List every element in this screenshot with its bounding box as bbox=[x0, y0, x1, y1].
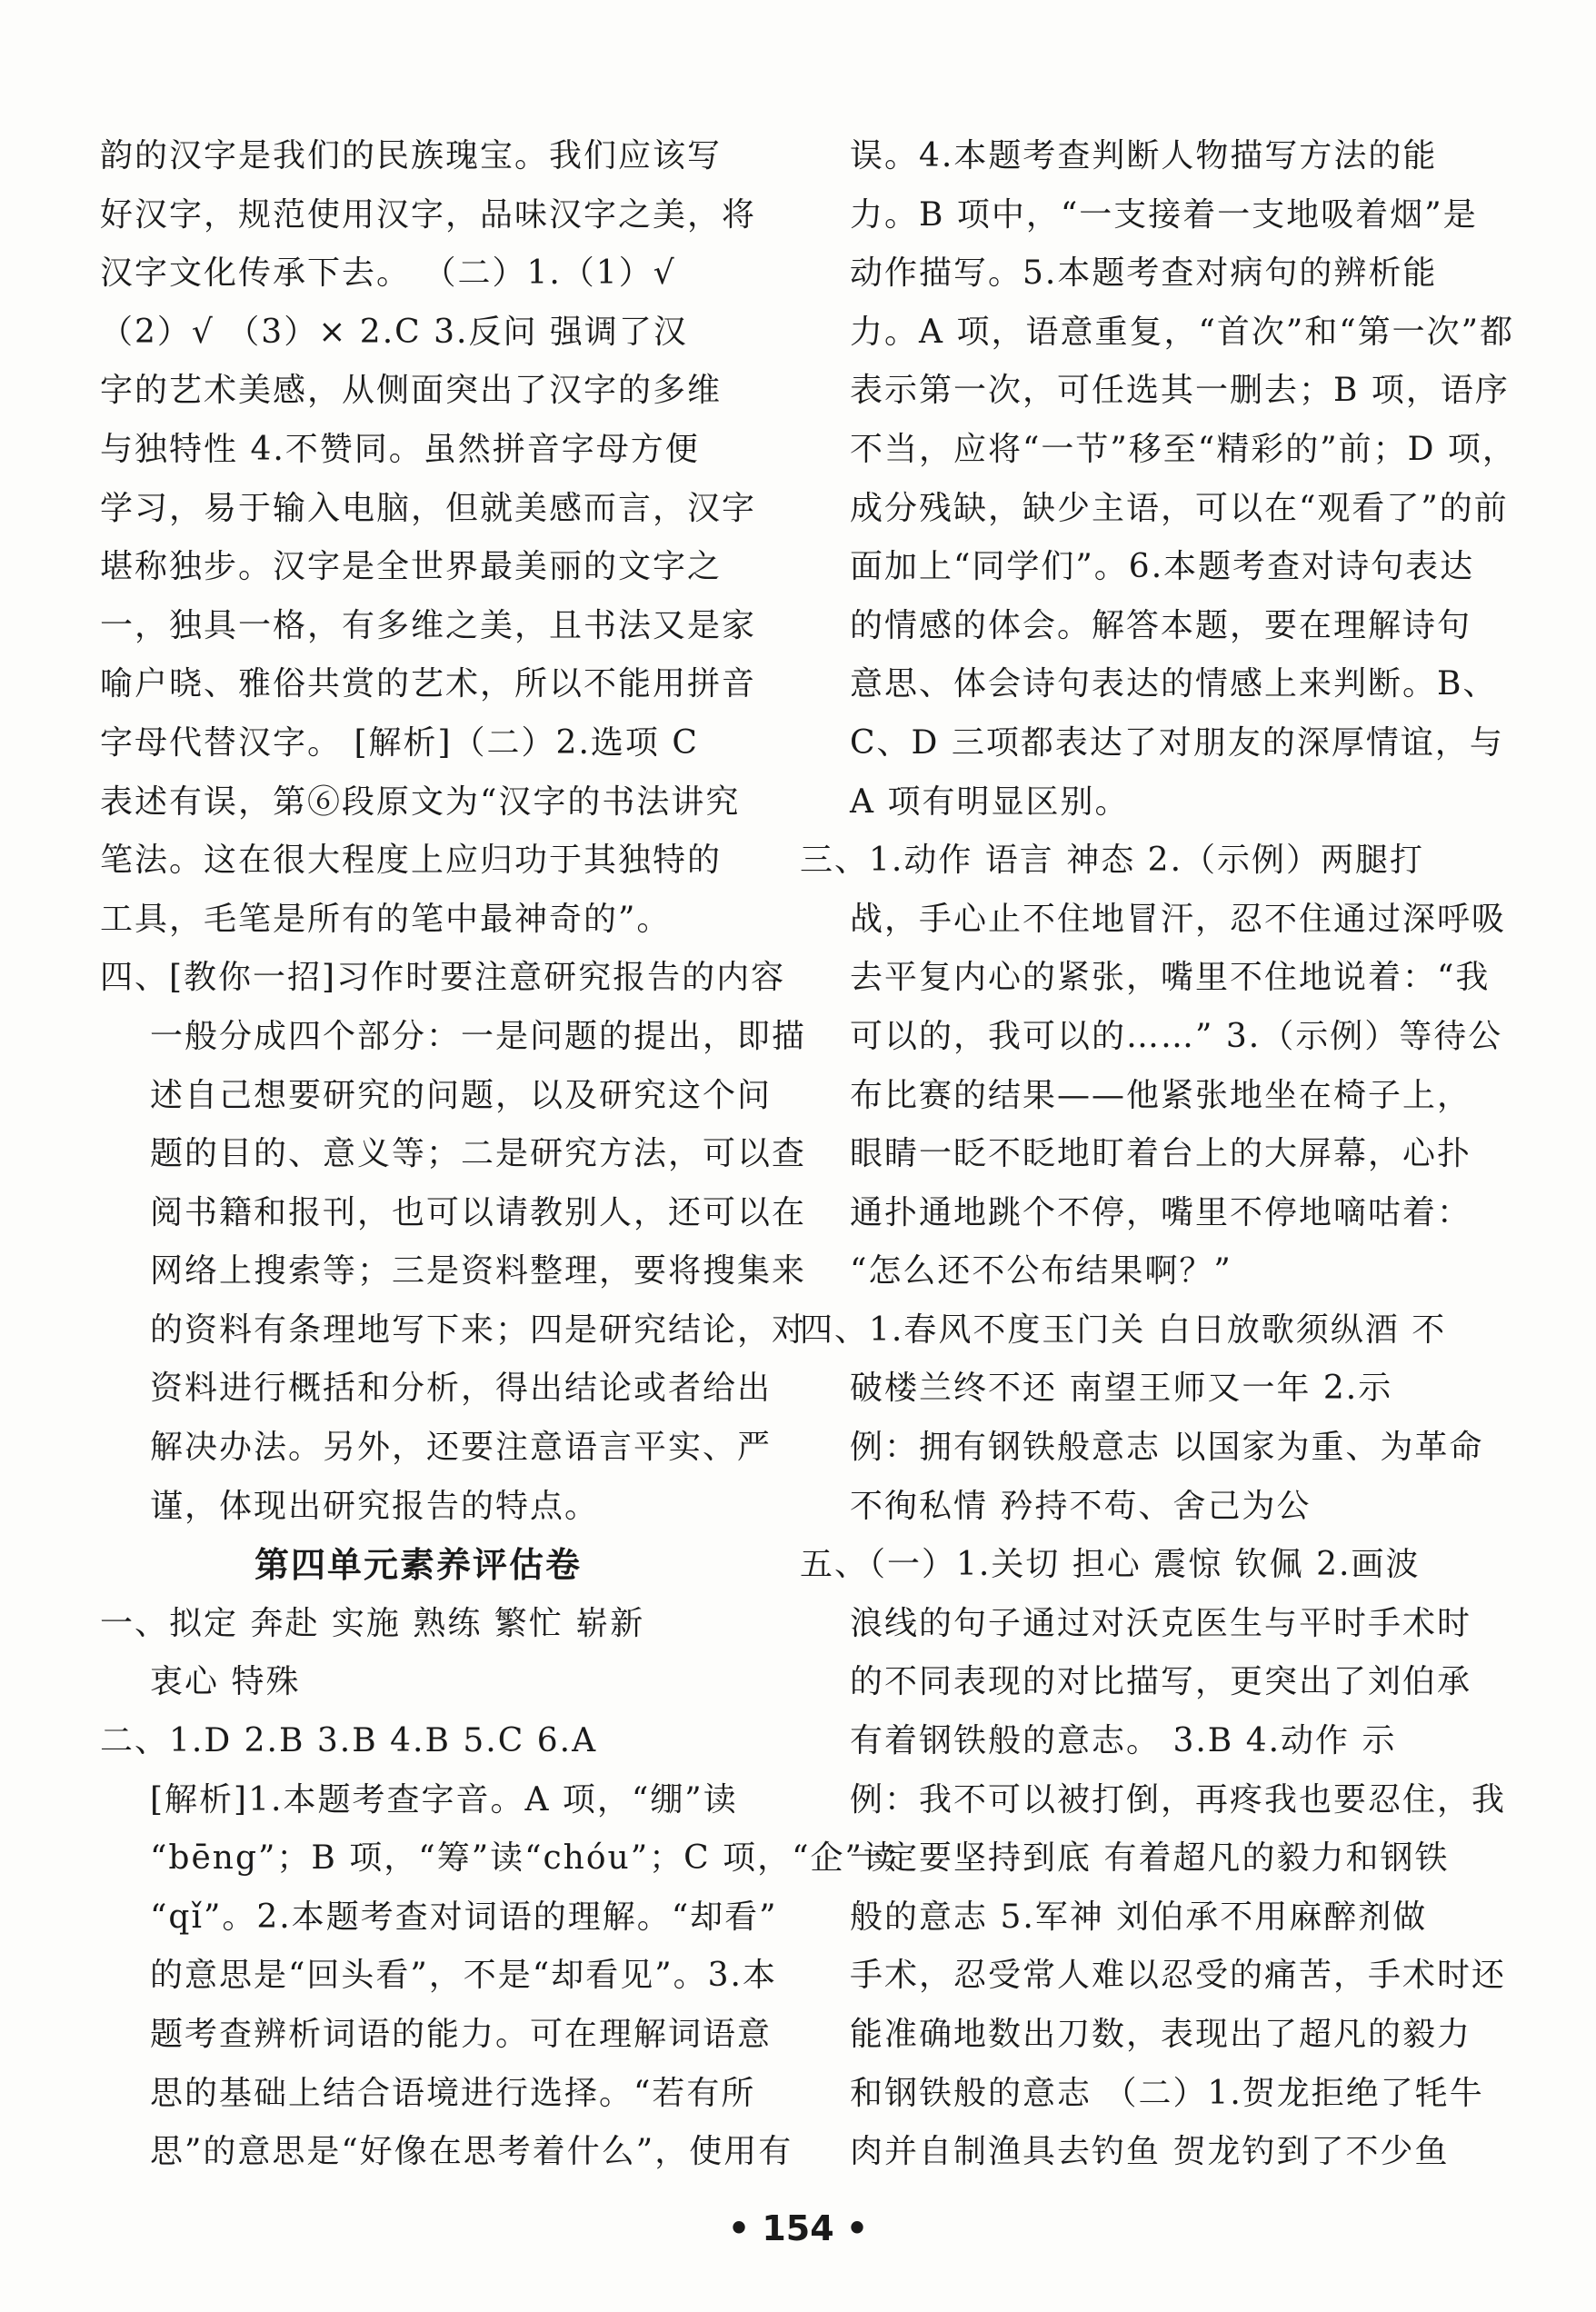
text-line: 表述有误，第⑥段原文为“汉字的书法讲究 bbox=[100, 782, 741, 821]
page-number: • 154 • bbox=[727, 2208, 869, 2248]
text-line: 字母代替汉字。 [解析]（二）2.选项 C bbox=[100, 723, 699, 762]
text-line: 四、[教你一招]习作时要注意研究报告的内容 bbox=[100, 959, 786, 997]
text-line: 动作描写。5.本题考查对病句的辨析能 bbox=[850, 254, 1438, 293]
text-line: C、D 三项都表达了对朋友的深厚情谊，与 bbox=[850, 723, 1504, 762]
text-line: 三、1.动作 语言 神态 2.（示例）两腿打 bbox=[800, 842, 1425, 880]
left-column bbox=[100, 127, 898, 2182]
text-line: 一般分成四个部分：一是问题的提出，即描 bbox=[150, 1017, 807, 1055]
text-line: 好汉字，规范使用汉字，品味汉字之美，将 bbox=[100, 195, 757, 234]
text-line: 能准确地数出刀数，表现出了超凡的毅力 bbox=[850, 2016, 1472, 2053]
text-line: 思的基础上结合语境进行选择。“若有所 bbox=[150, 2074, 756, 2112]
text-line: 二、1.D 2.B 3.B 4.B 5.C 6.A bbox=[100, 1722, 598, 1760]
text-line: 破楼兰终不还 南望王师又一年 2.示 bbox=[850, 1370, 1393, 1408]
text-line: 喻户晓、雅俗共赏的艺术，所以不能用拼音 bbox=[100, 665, 757, 703]
text-line: 不当，应将“一节”移至“精彩的”前；D 项， bbox=[850, 430, 1517, 468]
text-line: 韵的汉字是我们的民族瑰宝。我们应该写 bbox=[100, 137, 723, 174]
text-line: 一、拟定 奔赴 实施 熟练 繁忙 崭新 bbox=[100, 1604, 645, 1642]
text-line: 解决办法。另外，还要注意语言平实、严 bbox=[150, 1429, 773, 1467]
text-line: 力。A 项，语意重复，“首次”和“第一次”都 bbox=[850, 313, 1515, 351]
text-line: “怎么还不公布结果啊？” bbox=[850, 1252, 1232, 1291]
text-line: “qǐ”。2.本题考查对词语的理解。“却看” bbox=[150, 1898, 778, 1936]
text-line: （2）√ （3）× 2.C 3.反问 强调了汉 bbox=[100, 313, 688, 351]
text-line: 通扑通地跳个不停，嘴里不停地嘀咕着： bbox=[850, 1193, 1472, 1231]
text-line: 的资料有条理地写下来；四是研究结论，对 bbox=[150, 1310, 807, 1349]
text-line: 工具，毛笔是所有的笔中最神奇的”。 bbox=[100, 900, 672, 938]
text-line: 一，独具一格，有多维之美，且书法又是家 bbox=[100, 606, 757, 644]
text-line: 谨，体现出研究报告的特点。 bbox=[150, 1487, 600, 1525]
text-line: 的不同表现的对比描写，更突出了刘伯承 bbox=[850, 1663, 1472, 1701]
text-line: 堪称独步。汉字是全世界最美丽的文字之 bbox=[100, 548, 723, 586]
text-line: A 项有明显区别。 bbox=[850, 782, 1130, 821]
text-line: 的情感的体会。解答本题，要在理解诗句 bbox=[850, 606, 1472, 644]
text-line: 例：我不可以被打倒，再疼我也要忍住，我 bbox=[850, 1780, 1507, 1819]
text-line: 浪线的句子通过对沃克医生与平时手术时 bbox=[850, 1604, 1472, 1642]
text-line: 衷心 特殊 bbox=[150, 1663, 301, 1701]
section-heading: 第四单元素养评估卷 bbox=[254, 1545, 582, 1586]
text-line: 思”的意思是“好像在思考着什么”，使用有 bbox=[150, 2133, 793, 2171]
text-line: 意思、体会诗句表达的情感上来判断。B、 bbox=[850, 665, 1498, 703]
text-line: 四、1.春风不度玉门关 白日放歌须纵酒 不 bbox=[800, 1310, 1447, 1349]
text-line: 眼睛一眨不眨地盯着台上的大屏幕，心扑 bbox=[850, 1135, 1472, 1173]
text-line: 可以的，我可以的……” 3.（示例）等待公 bbox=[850, 1017, 1503, 1055]
text-line: 表示第一次，可任选其一删去；B 项，语序 bbox=[850, 372, 1510, 410]
text-line: 资料进行概括和分析，得出结论或者给出 bbox=[150, 1370, 773, 1408]
text-line: 笔法。这在很大程度上应归功于其独特的 bbox=[100, 842, 723, 880]
text-line: 五、（一）1.关切 担心 震惊 钦佩 2.画波 bbox=[800, 1546, 1421, 1584]
text-line: 题的目的、意义等；二是研究方法，可以查 bbox=[150, 1135, 807, 1173]
text-line: 去平复内心的紧张，嘴里不住地说着：“我 bbox=[850, 959, 1491, 997]
text-line: 与独特性 4.不赞同。虽然拼音字母方便 bbox=[100, 430, 700, 468]
text-line: 例：拥有钢铁般意志 以国家为重、为革命 bbox=[850, 1429, 1484, 1467]
text-line: 有着钢铁般的意志。 3.B 4.动作 示 bbox=[850, 1722, 1397, 1760]
text-line: 一定要坚持到底 有着超凡的毅力和钢铁 bbox=[850, 1839, 1450, 1878]
text-line: 成分残缺，缺少主语，可以在“观看了”的前 bbox=[850, 489, 1509, 527]
text-line: 般的意志 5.军神 刘伯承不用麻醉剂做 bbox=[850, 1898, 1428, 1936]
text-line: 阅书籍和报刊，也可以请教别人，还可以在 bbox=[150, 1193, 807, 1231]
text-line: 不徇私情 矜持不苟、舍己为公 bbox=[850, 1487, 1312, 1525]
text-line: 力。B 项中，“一支接着一支地吸着烟”是 bbox=[850, 195, 1478, 234]
text-line: “bēng”；B 项，“筹”读“chóu”；C 项，“企”读 bbox=[150, 1839, 898, 1878]
text-line: 战，手心止不住地冒汗，忍不住通过深呼吸 bbox=[850, 900, 1507, 938]
text-line: 和钢铁般的意志 （二）1.贺龙拒绝了牦牛 bbox=[850, 2074, 1484, 2112]
text-line: 学习，易于输入电脑，但就美感而言，汉字 bbox=[100, 489, 757, 527]
text-line: 汉字文化传承下去。 （二）1.（1）√ bbox=[100, 254, 676, 293]
text-line: 误。4.本题考查判断人物描写方法的能 bbox=[850, 137, 1438, 174]
text-line: 字的艺术美感，从侧面突出了汉字的多维 bbox=[100, 372, 723, 410]
text-line: 面加上“同学们”。6.本题考查对诗句表达 bbox=[850, 548, 1475, 586]
text-line: 的意思是“回头看”，不是“却看见”。3.本 bbox=[150, 1957, 777, 1995]
right-column bbox=[800, 127, 1517, 2182]
text-line: [解析]1.本题考查字音。A 项，“绷”读 bbox=[150, 1780, 738, 1819]
text-line: 布比赛的结果——他紧张地坐在椅子上， bbox=[850, 1076, 1472, 1114]
text-line: 述自己想要研究的问题，以及研究这个问 bbox=[150, 1076, 773, 1114]
text-line: 网络上搜索等；三是资料整理，要将搜集来 bbox=[150, 1252, 807, 1291]
text-line: 肉并自制渔具去钓鱼 贺龙钓到了不少鱼 bbox=[850, 2133, 1450, 2171]
text-line: 题考查辨析词语的能力。可在理解词语意 bbox=[150, 2016, 773, 2053]
text-line: 手术，忍受常人难以忍受的痛苦，手术时还 bbox=[850, 1957, 1507, 1995]
